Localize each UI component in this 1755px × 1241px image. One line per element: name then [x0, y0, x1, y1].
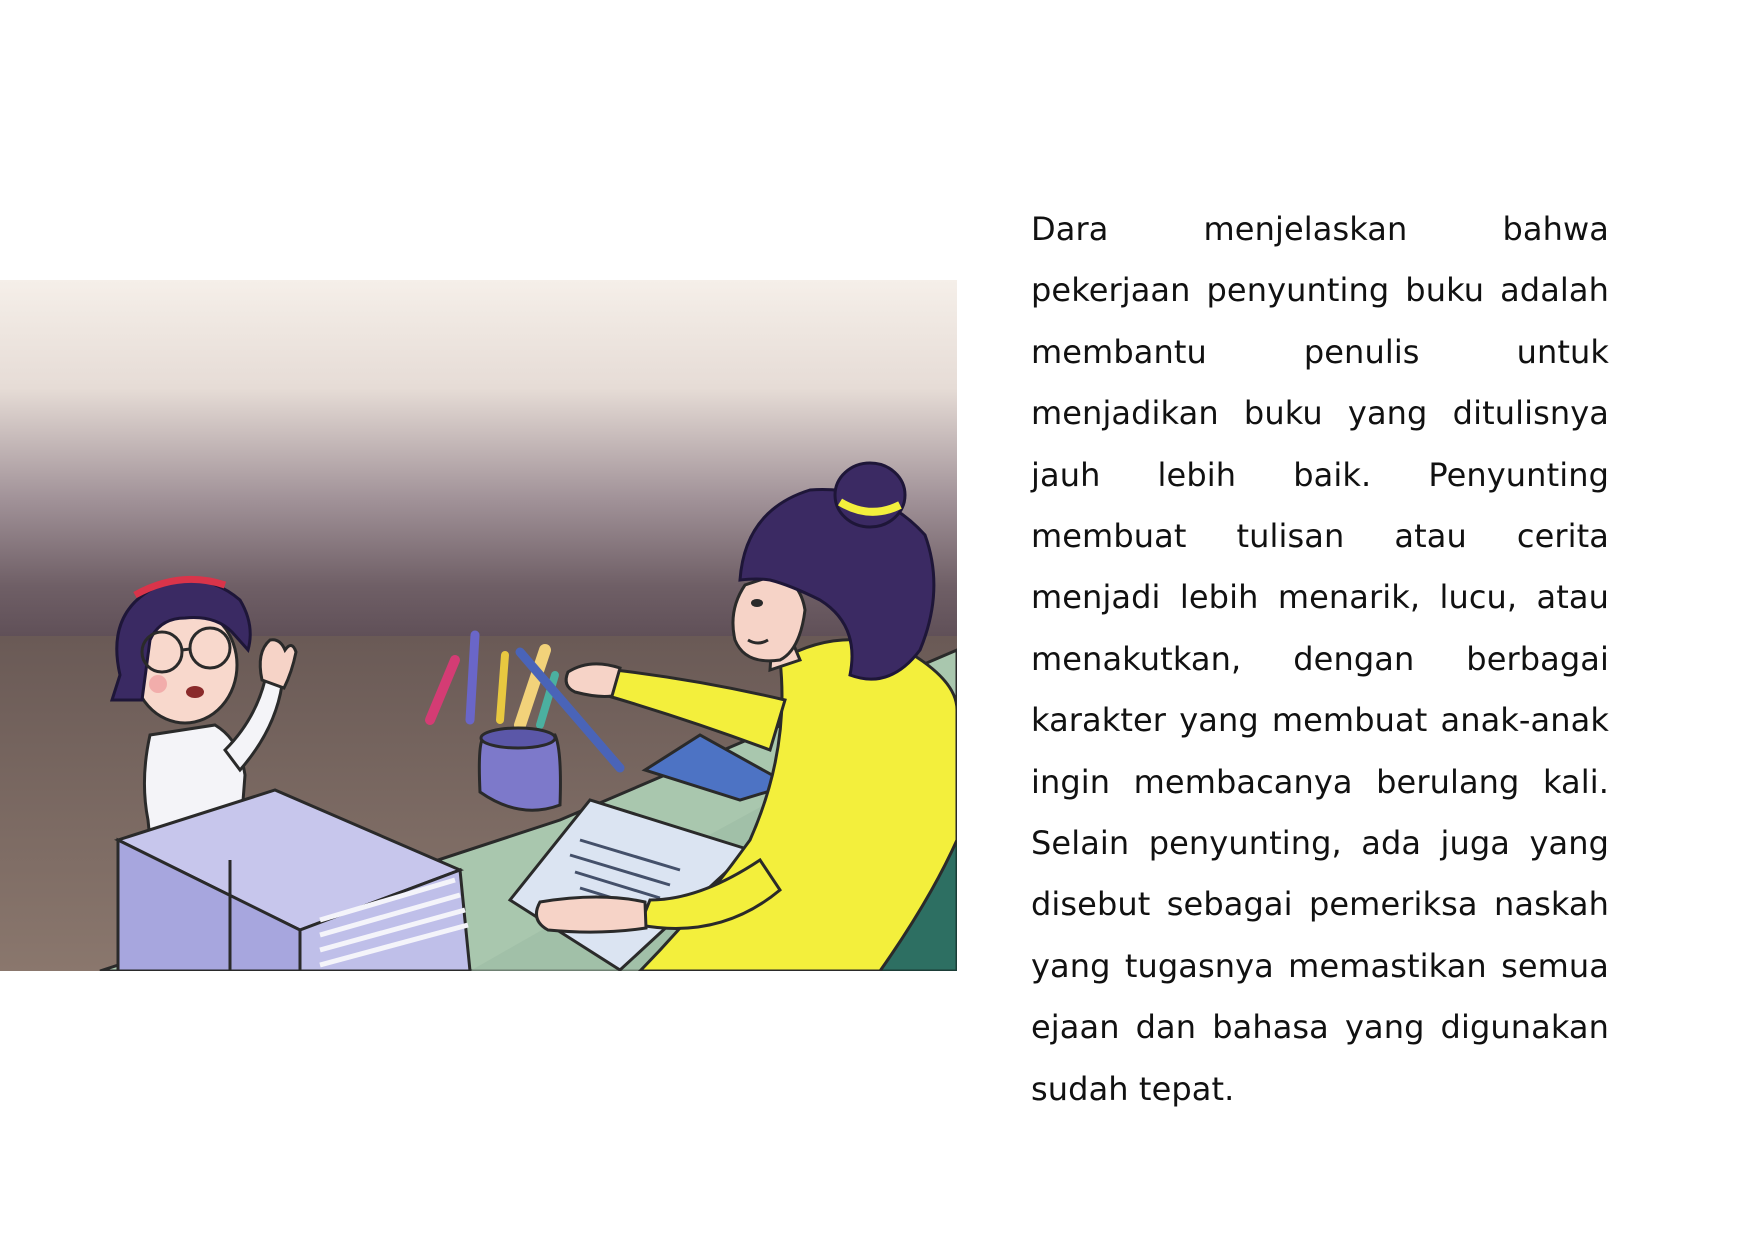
editor-hair-bun [835, 463, 905, 527]
story-paragraph: Dara menjelaskan bahwa pekerjaan penyunting buku adalah membantu penulis untuk menjadikan buku yang ditulisnya jauh lebih baik. Penyunting membuat tulisan atau cerita menjadi lebih menarik, lucu, atau menakutkan, dengan berbagai karakter yang membuat anak-anak ingin membacanya berulang kali. Selain penyunting, ada juga yang disebut sebagai pemeriksa naskah yang tugasnya memastikan semua ejaan dan bahasa yang digunakan sudah tepat. [1031, 210, 1609, 1108]
editor-hand-paper [536, 897, 646, 932]
girl-mouth [186, 686, 204, 698]
editor-hand-pencil [566, 664, 620, 697]
story-illustration [0, 280, 957, 971]
editor-at-desk-illustration [0, 280, 957, 971]
